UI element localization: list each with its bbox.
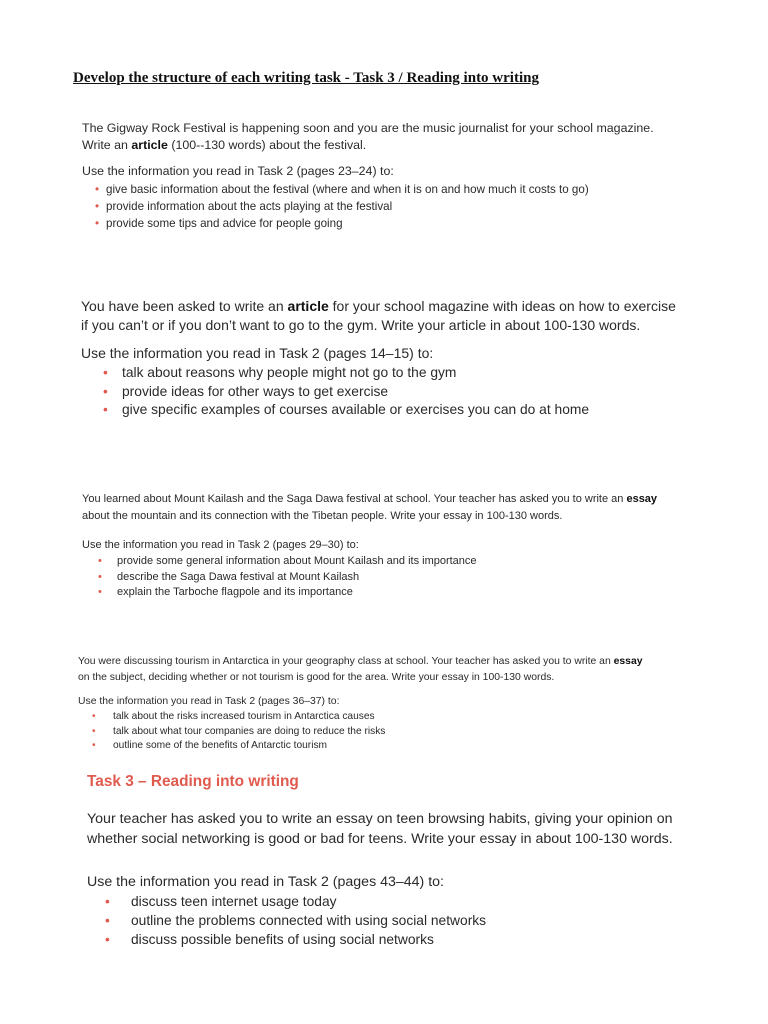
task-intro-line	[82, 491, 657, 508]
list-item-text: talk about the risks increased tourism in Antarctica causes	[113, 711, 375, 722]
list-item	[82, 215, 654, 232]
intro-text: You learned about Mount Kailash and the Saga Dawa festival at school. Your teacher has asked you to write an	[82, 493, 627, 505]
intro-text: Write an	[82, 138, 132, 152]
task-bullet-list	[78, 710, 643, 754]
list-item	[81, 364, 676, 383]
list-item	[87, 911, 673, 930]
task-block-antarctica	[78, 654, 643, 754]
list-item-text: outline the problems connected with using social networks	[131, 913, 487, 928]
list-item	[82, 585, 657, 601]
task-intro-line: on the subject, deciding whether or not tourism is good for the area. Write your essay in 100-130 words.	[78, 672, 555, 683]
task-block-teen-browsing	[87, 773, 673, 949]
list-item-text: provide ideas for other ways to get exercise	[122, 383, 389, 399]
page-title: Develop the structure of each writing task - Task 3 / Reading into writing	[73, 70, 539, 86]
list-item	[87, 930, 673, 949]
task-intro-line	[78, 654, 643, 670]
bullet-icon: •	[92, 711, 96, 722]
task-type-keyword: essay	[626, 493, 658, 505]
bullet-icon: •	[95, 217, 100, 230]
task-block-mount-kailash	[82, 491, 657, 601]
list-item-text: provide some tips and advice for people going	[106, 217, 343, 230]
task-lead: Use the information you read in Task 2 (pages 36–37) to:	[78, 696, 340, 707]
task-type-keyword: article	[287, 298, 329, 314]
task-intro-line: The Gigway Rock Festival is happening soon and you are the music journalist for your school magazine.	[82, 121, 654, 135]
bullet-icon: •	[105, 932, 110, 947]
task-bullet-list	[87, 892, 673, 949]
task-intro-line: whether social networking is good or bad for teens. Write your essay in about 100-130 words.	[87, 831, 673, 847]
list-item-text: provide some general information about Mount Kailash and its importance	[117, 555, 477, 567]
bullet-icon: •	[105, 894, 110, 909]
list-item	[78, 739, 643, 754]
task-type-keyword: essay	[613, 656, 643, 667]
task-bullet-list	[82, 181, 654, 232]
task-type-keyword: article	[131, 138, 168, 152]
task-lead: Use the information you read in Task 2 (pages 23–24) to:	[82, 164, 394, 178]
intro-text: You were discussing tourism in Antarctica in your geography class at school. Your teacher has asked you to write an	[78, 656, 614, 667]
list-item	[81, 383, 676, 402]
task-bullet-list	[82, 554, 657, 601]
list-item	[82, 570, 657, 586]
task-lead: Use the information you read in Task 2 (pages 14–15) to:	[81, 345, 434, 361]
list-item	[82, 554, 657, 570]
bullet-icon: •	[103, 365, 108, 380]
list-item-text: talk about what tour companies are doing to reduce the risks	[113, 725, 386, 737]
task-intro-line	[81, 297, 676, 316]
task-intro-line: Your teacher has asked you to write an essay on teen browsing habits, giving your opinion on	[87, 811, 673, 827]
list-item	[81, 401, 676, 420]
list-item	[78, 710, 643, 725]
bullet-icon: •	[92, 740, 96, 751]
bullet-icon: •	[98, 586, 102, 598]
list-item-text: provide information about the acts playing at the festival	[106, 200, 393, 213]
bullet-icon: •	[103, 402, 108, 417]
bullet-icon: •	[103, 383, 108, 399]
list-item-text: discuss possible benefits of using social networks	[131, 932, 434, 947]
task-intro-line: about the mountain and its connection with the Tibetan people. Write your essay in 100-130 words.	[82, 510, 563, 522]
bullet-icon: •	[92, 725, 96, 737]
bullet-icon: •	[98, 570, 102, 583]
bullet-icon: •	[98, 555, 102, 567]
list-item-text: discuss teen internet usage today	[131, 894, 337, 909]
task-block-gigway-festival	[82, 120, 654, 232]
list-item-text: outline some of the benefits of Antarctic tourism	[113, 740, 328, 751]
list-item-text: describe the Saga Dawa festival at Mount Kailash	[117, 570, 360, 583]
task-lead: Use the information you read in Task 2 (pages 43–44) to:	[87, 874, 444, 890]
list-item	[82, 198, 654, 215]
intro-text: (100--130 words) about the festival.	[167, 138, 367, 152]
task-intro-line: if you can’t or if you don’t want to go to the gym. Write your article in about 100-130 words.	[81, 317, 641, 333]
intro-text: for your school magazine with ideas on how to exercise	[328, 298, 676, 314]
list-item-text: give specific examples of courses available or exercises you can do at home	[122, 402, 590, 417]
bullet-icon: •	[95, 183, 100, 196]
list-item	[87, 892, 673, 911]
list-item-text: explain the Tarboche flagpole and its importance	[117, 586, 353, 598]
list-item	[82, 181, 654, 198]
task-bullet-list	[81, 364, 676, 420]
task-intro-line	[82, 137, 654, 154]
list-item	[78, 725, 643, 740]
bullet-icon: •	[95, 200, 100, 213]
list-item-text: talk about reasons why people might not go to the gym	[122, 365, 457, 380]
list-item-text: give basic information about the festival (where and when it is on and how much it costs to go)	[106, 183, 589, 196]
section-heading: Task 3 – Reading into writing	[87, 773, 299, 790]
bullet-icon: •	[105, 913, 110, 928]
task-lead: Use the information you read in Task 2 (pages 29–30) to:	[82, 539, 359, 551]
task-block-exercise	[81, 297, 676, 420]
intro-text: You have been asked to write an	[81, 298, 288, 314]
